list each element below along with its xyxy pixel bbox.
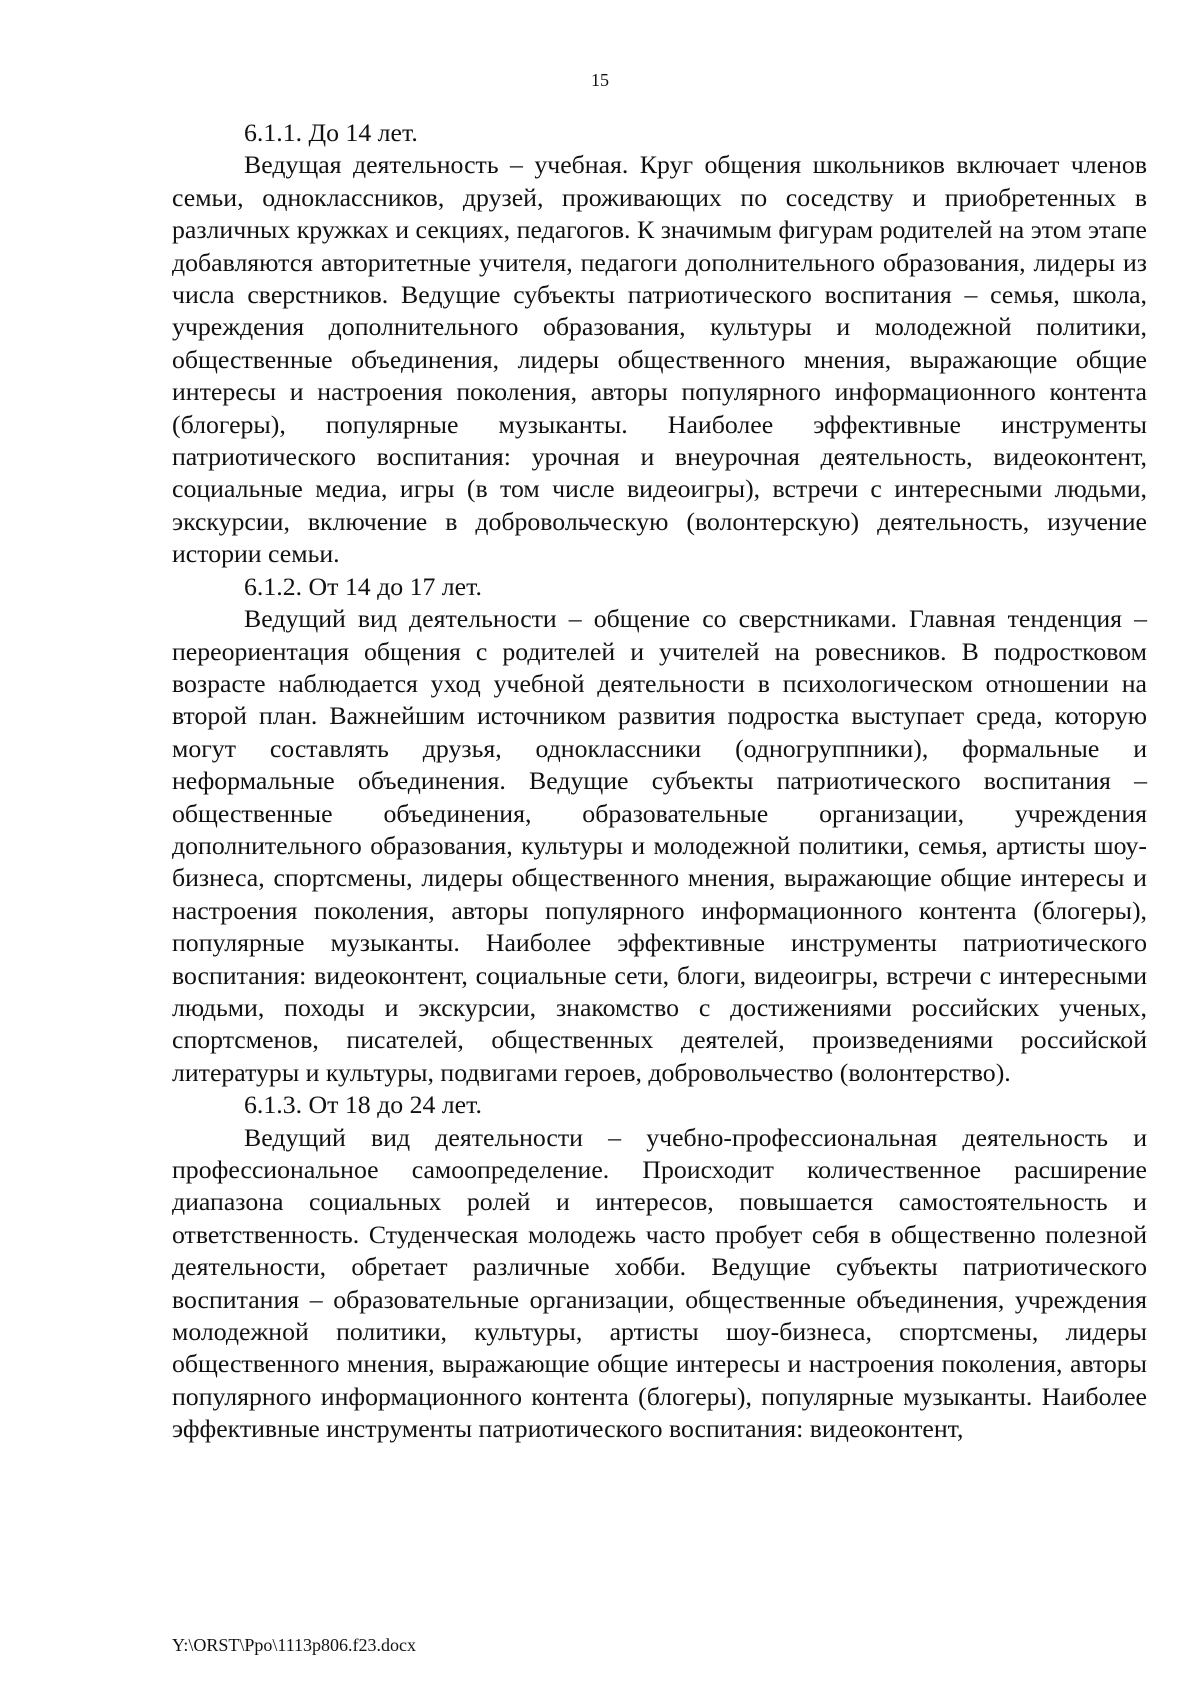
section-heading-1: 6.1.1. До 14 лет. xyxy=(244,118,418,147)
file-path-footer: Y:\ORST\Ppo\1113p806.f23.docx xyxy=(172,1635,417,1655)
section-heading-3: 6.1.3. От 18 до 24 лет. xyxy=(244,1090,482,1120)
section-paragraph-1: Ведущая деятельность – учебная. Круг общения школьников включает членов семьи, одноклассников, друзей, проживающих по соседству и приобретенных в различных кружках и секциях, педагогов. К значимым фигурам родителей на этом этапе добавляются авторитетные учителя, педагоги дополнительного образования, лидеры из числа сверстников. Ведущие субъекты патриотического воспитания – семья, школа, учреждения дополнительного образования, культуры и молодежной политики, общественные объединения, лидеры общественного мнения, выражающие общие интересы и настроения поколения, авторы популярного информационного контента (блогеры), популярные музыканты. Наиболее эффективные инструменты патриотического воспитания: урочная и внеурочная деятельность, видеоконтент, социальные медиа, игры (в том числе видеоигры), встречи с интересными людьми, экскурсии, включение в добровольческую (волонтерскую) деятельность, изучение истории семьи. xyxy=(172,150,1147,569)
section-paragraph-3: Ведущий вид деятельности – учебно-профессиональная деятельность и профессиональное самоопределение. Происходит количественное расширение диапазона социальных ролей и интересов, повышается самостоятельность и ответственность. Студенческая молодежь часто пробует себя в общественно полезной деятельности, обретает различные хобби. Ведущие субъекты патриотического воспитания – образовательные организации, общественные объединения, учреждения молодежной политики, культуры, артисты шоу-бизнеса, спортсмены, лидеры общественного мнения, выражающие общие интересы и настроения поколения, авторы популярного информационного контента (блогеры), популярные музыканты. Наиболее эффективные инструменты патриотического воспитания: видеоконтент, xyxy=(172,1122,1147,1444)
page-number: 15 xyxy=(591,70,609,90)
section-heading-2: 6.1.2. От 14 до 17 лет. xyxy=(244,571,482,601)
document-body xyxy=(172,117,1147,1446)
section-paragraph-2: Ведущий вид деятельности – общение со сверстниками. Главная тенденция – переориентация общения с родителей и учителей на ровесников. В подростковом возрасте наблюдается уход учебной деятельности в психологическом отношении на второй план. Важнейшим источником развития подростка выступает среда, которую могут составлять друзья, одноклассники (одногруппники), формальные и неформальные объединения. Ведущие субъекты патриотического воспитания – общественные объединения, образовательные организации, учреждения дополнительного образования, культуры и молодежной политики, семья, артисты шоу-бизнеса, спортсмены, лидеры общественного мнения, выражающие общие интересы и настроения поколения, авторы популярного информационного контента (блогеры), популярные музыканты. Наиболее эффективные инструменты патриотического воспитания: видеоконтент, социальные сети, блоги, видеоигры, встречи с интересными людьми, походы и экскурсии, знакомство с достижениями российских ученых, спортсменов, писателей, общественных деятелей, произведениями российской литературы и культуры, подвигами героев, добровольчество (волонтерство). xyxy=(172,604,1147,1087)
